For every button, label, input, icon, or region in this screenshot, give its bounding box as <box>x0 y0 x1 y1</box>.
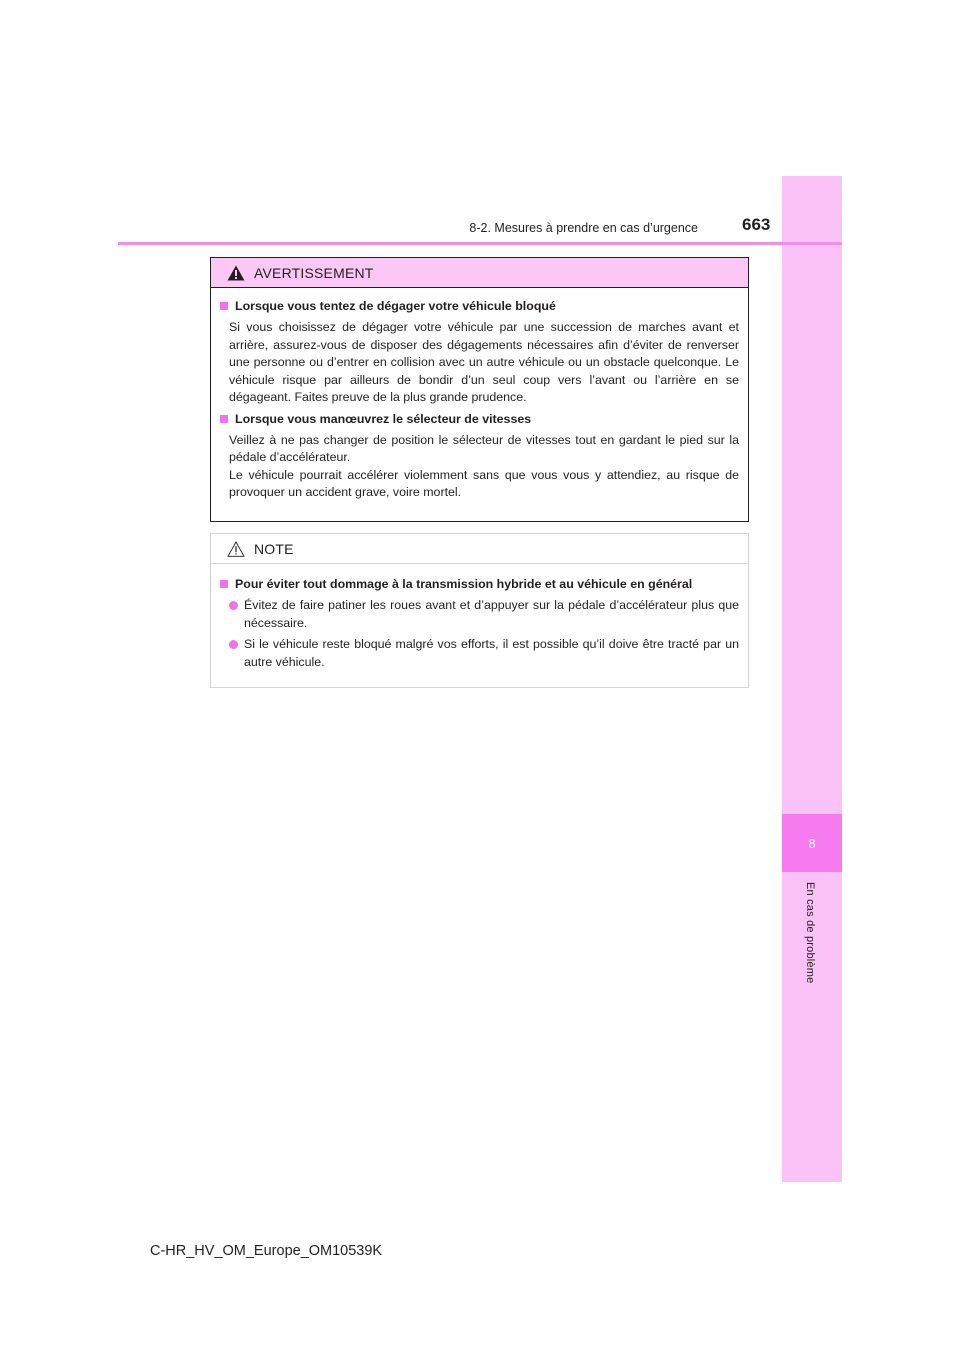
warning-heading-2 <box>220 411 739 428</box>
section-title: 8-2. Mesures à prendre en cas d’urgence <box>469 221 698 235</box>
caution-triangle-icon <box>227 541 245 557</box>
circle-bullet-icon <box>229 601 238 610</box>
chapter-number: 8 <box>782 814 842 872</box>
header-divider <box>118 242 842 245</box>
warning-box <box>210 257 749 522</box>
document-id: C-HR_HV_OM_Europe_OM10539K <box>150 1243 383 1259</box>
square-bullet-icon <box>220 302 228 310</box>
circle-bullet-icon <box>229 640 238 649</box>
note-bullet-2 <box>229 636 739 671</box>
note-heading <box>220 576 739 593</box>
page-number: 663 <box>742 215 771 234</box>
note-bullet-text: Évitez de faire patiner les roues avant et d’appuyer sur la pédale d’accélérateur plus que nécessaire. <box>244 598 739 630</box>
note-body <box>211 564 748 671</box>
warning-title: AVERTISSEMENT <box>254 264 374 281</box>
warning-body <box>211 288 748 502</box>
warning-heading-1-text: Lorsque vous tentez de dégager votre véhicule bloqué <box>235 299 556 313</box>
note-heading-text: Pour éviter tout dommage à la transmission hybride et au véhicule en général <box>235 577 693 591</box>
chapter-title: En cas de problème <box>804 882 816 984</box>
note-bullet-1 <box>229 597 739 632</box>
note-title: NOTE <box>254 540 294 557</box>
note-bullet-text: Si le véhicule reste bloqué malgré vos efforts, il est possible qu’il doive être tracté par un autre véhicule. <box>244 637 739 669</box>
warning-heading-1 <box>220 298 739 315</box>
warning-heading-2-text: Lorsque vous manœuvrez le sélecteur de vitesses <box>235 411 532 426</box>
chapter-side-tab <box>782 176 842 1182</box>
square-bullet-icon <box>220 580 228 588</box>
warning-paragraph: Le véhicule pourrait accélérer violemment sans que vous vous y attendiez, au risque de provoquer un accident grave, voire mortel. <box>229 467 739 499</box>
note-box <box>210 533 749 688</box>
warning-triangle-icon <box>227 265 245 281</box>
square-bullet-icon <box>220 415 228 423</box>
warning-paragraph: Veillez à ne pas changer de position le sélecteur de vitesses tout en gardant le pied sur la pédale d’accélérateur. <box>229 432 739 464</box>
note-header <box>211 534 748 564</box>
warning-header <box>211 258 748 288</box>
warning-paragraph: Si vous choisissez de dégager votre véhicule par une succession de marches avant et arrière, assurez-vous de disposer des dégagements nécessaires afin d’éviter de renverser une personne ou d’entrer en collision avec un autre véhicule ou un obstacle quelconque. Le véhicule risque par ailleurs de bondir d’un seul coup vers l’avant ou l’arrière en se dégageant. Faites preuve de la plus grande prudence. <box>229 320 739 404</box>
